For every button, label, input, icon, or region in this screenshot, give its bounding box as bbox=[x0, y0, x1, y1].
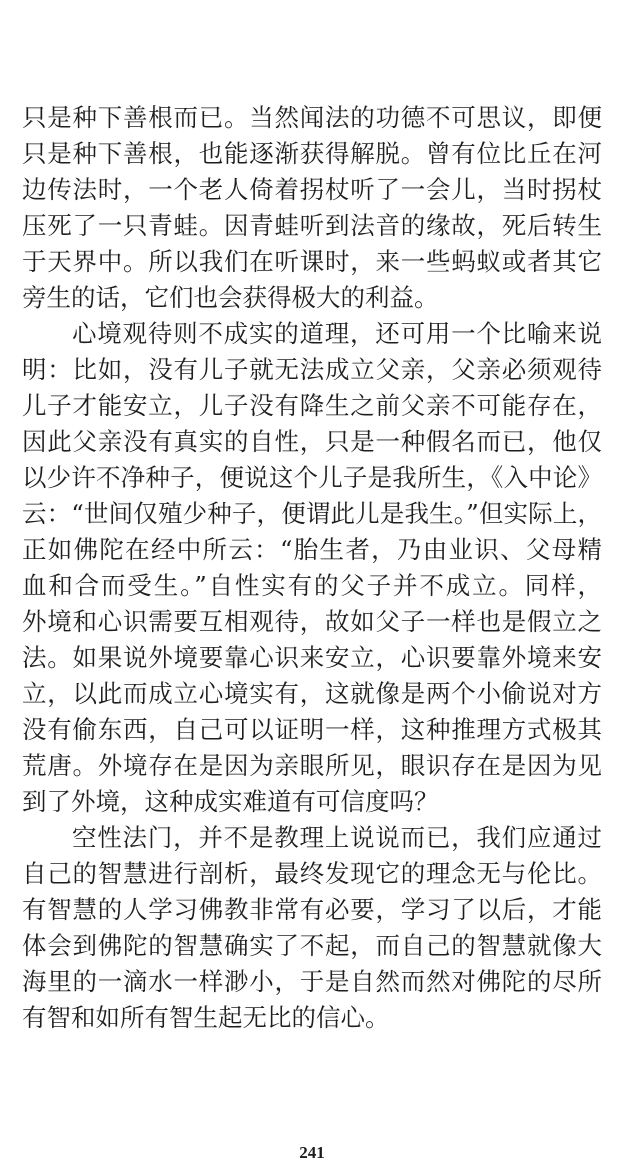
text-line: 只是种下善根而已。当然闻法的功德不可思议，即便 bbox=[22, 103, 602, 132]
text-line: 因此父亲没有真实的自性，只是一种假名而已，他仅 bbox=[22, 427, 602, 456]
paragraph-1 bbox=[22, 100, 602, 316]
text-line: 只是种下善根，也能逐渐获得解脱。曾有位比丘在河 bbox=[22, 139, 602, 168]
text-line: 空性法门，并不是教理上说说而已，我们应通过 bbox=[72, 823, 602, 852]
text-line: 儿子才能安立，儿子没有降生之前父亲不可能存在， bbox=[22, 391, 602, 420]
text-line: 正如佛陀在经中所云：“胎生者，乃由业识、父母精 bbox=[22, 535, 602, 564]
paragraph-2 bbox=[22, 316, 602, 820]
text-line: 自己的智慧进行剖析，最终发现它的理念无与伦比。 bbox=[22, 859, 602, 888]
text-line: 血和合而受生。”自性实有的父子并不成立。同样， bbox=[22, 571, 602, 600]
book-page-body bbox=[22, 100, 602, 1036]
text-line: 压死了一只青蛙。因青蛙听到法音的缘故，死后转生 bbox=[22, 211, 602, 240]
text-line: 没有偷东西，自己可以证明一样，这种推理方式极其 bbox=[22, 715, 602, 744]
text-line: 云：“世间仅殖少种子，便谓此儿是我生。”但实际上， bbox=[22, 499, 602, 528]
text-line: 有智和如所有智生起无比的信心。 bbox=[22, 1003, 390, 1032]
text-line: 立，以此而成立心境实有，这就像是两个小偷说对方 bbox=[22, 679, 602, 708]
text-line: 旁生的话，它们也会获得极大的利益。 bbox=[22, 283, 439, 312]
text-line: 心境观待则不成实的道理，还可用一个比喻来说 bbox=[72, 319, 602, 348]
text-line: 边传法时，一个老人倚着拐杖听了一会儿，当时拐杖 bbox=[22, 175, 602, 204]
paragraph-3 bbox=[22, 820, 602, 1036]
text-line: 海里的一滴水一样渺小，于是自然而然对佛陀的尽所 bbox=[22, 967, 602, 996]
text-line: 以少许不净种子，便说这个儿子是我所生，《入中论》 bbox=[22, 463, 602, 492]
text-line: 法。如果说外境要靠心识来安立，心识要靠外境来安 bbox=[22, 643, 602, 672]
text-line: 外境和心识需要互相观待，故如父子一样也是假立之 bbox=[22, 607, 602, 636]
text-line: 于天界中。所以我们在听课时，来一些蚂蚁或者其它 bbox=[22, 247, 602, 276]
text-line: 到了外境，这种成实难道有可信度吗？ bbox=[22, 787, 439, 816]
text-line: 明：比如，没有儿子就无法成立父亲，父亲必须观待 bbox=[22, 355, 602, 384]
page-number: 241 bbox=[299, 1143, 325, 1162]
text-line: 荒唐。外境存在是因为亲眼所见，眼识存在是因为见 bbox=[22, 751, 602, 780]
text-line: 体会到佛陀的智慧确实了不起，而自己的智慧就像大 bbox=[22, 931, 602, 960]
text-line: 有智慧的人学习佛教非常有必要，学习了以后，才能 bbox=[22, 895, 602, 924]
